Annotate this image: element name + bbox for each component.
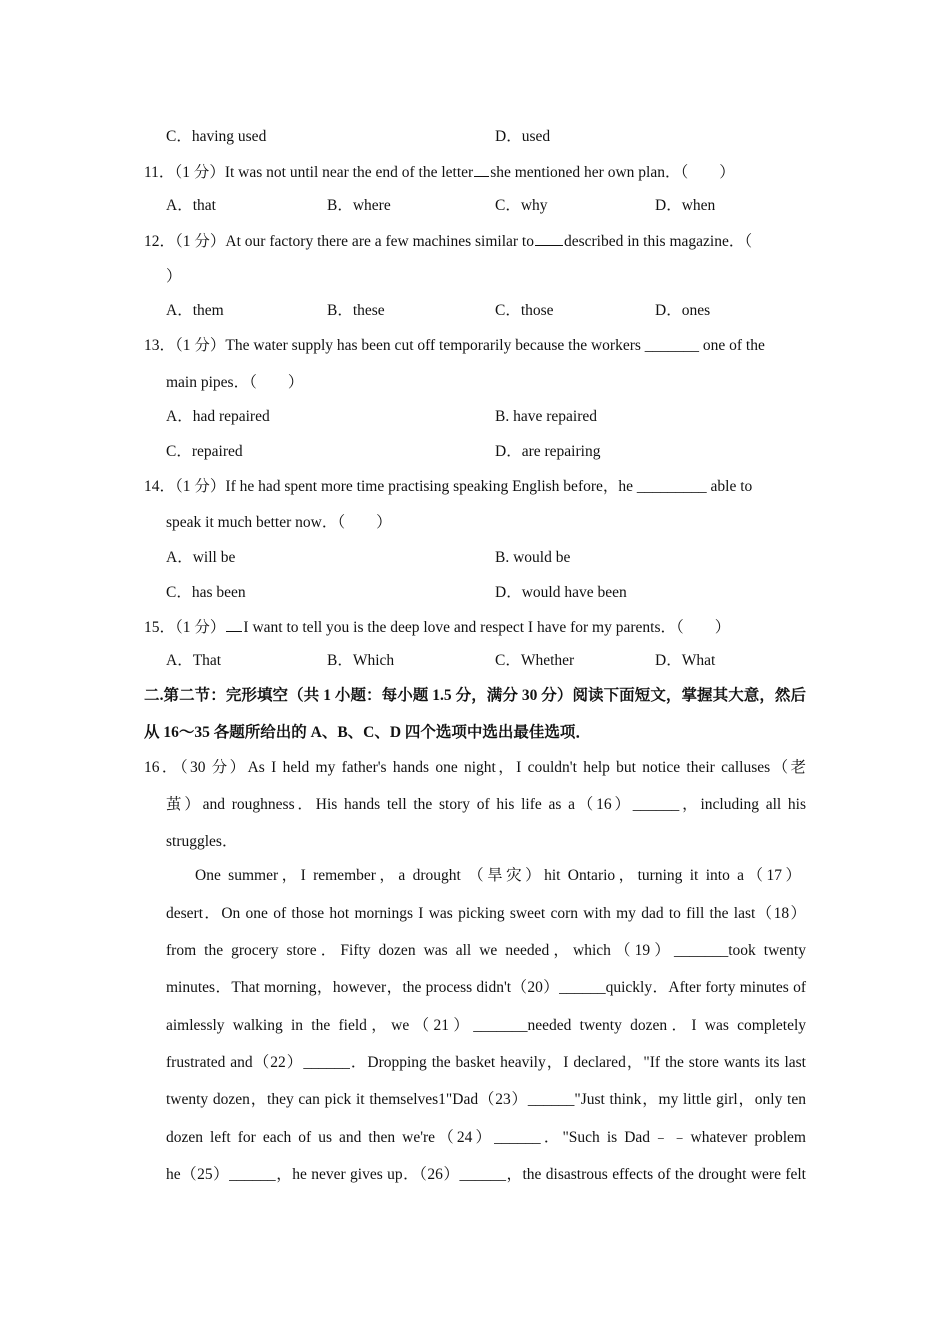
question-number: 15． xyxy=(144,619,176,636)
option-text: have repaired xyxy=(509,408,597,425)
q11-option-c[interactable] xyxy=(495,196,548,216)
stem-text: If he had spent more time practising speaking English before，he _________ able to xyxy=(225,478,753,495)
section-heading-line2: 从 16～35 各题所给出的 A、B、C、D 四个选项中选出最佳选项． xyxy=(144,724,591,741)
q16-passage-line: 茧）and roughness．His hands tell the story of his life as a（16）______，including all his xyxy=(166,796,806,813)
passage-text: As I held my father's hands one night，I couldn't help but notice their calluses（老 xyxy=(247,759,806,776)
option-text: ones xyxy=(681,302,711,319)
option-letter: D． xyxy=(495,443,522,460)
option-letter: C． xyxy=(166,443,192,460)
option-text: What xyxy=(681,652,716,669)
q12-option-a[interactable] xyxy=(166,301,224,321)
q14-option-c[interactable] xyxy=(166,583,246,603)
option-letter: B. xyxy=(495,549,510,566)
option-letter: C． xyxy=(495,302,521,319)
question-number: 11． xyxy=(144,164,175,181)
option-text: would have been xyxy=(521,584,627,601)
q16-passage-line: struggles． xyxy=(166,833,238,850)
q11-option-a[interactable] xyxy=(166,196,216,216)
question-number: 12． xyxy=(144,233,176,250)
option-letter: C． xyxy=(495,197,521,214)
q10-option-c[interactable] xyxy=(166,127,266,147)
stem-text: It was not until near the end of the letter xyxy=(224,164,474,181)
option-letter: D． xyxy=(655,197,682,214)
option-text: used xyxy=(521,128,551,145)
answer-blank[interactable] xyxy=(474,162,489,177)
option-text: Which xyxy=(352,652,395,669)
q16-passage-line: he（25）______，he never gives up．（26）______，the disastrous effects of the drought were felt xyxy=(166,1166,806,1183)
option-text: will be xyxy=(192,549,236,566)
stem-text: I want to tell you is the deep love and respect I have for my parents．（ ） xyxy=(243,619,731,636)
q15-stem xyxy=(144,617,730,638)
question-number: 16． xyxy=(144,759,180,776)
q16-passage-line: aimlessly walking in the field，we（21）_______needed twenty dozen．I was completely xyxy=(166,1017,806,1034)
option-text: had repaired xyxy=(192,408,270,425)
stem-text: she mentioned her own plan．（ ） xyxy=(490,164,735,181)
q15-option-d[interactable] xyxy=(655,651,715,671)
option-letter: D． xyxy=(495,584,522,601)
option-text: has been xyxy=(191,584,246,601)
q16-passage-line: minutes．That morning，however，the process didn't（20）______quickly．After forty minutes of xyxy=(166,979,806,996)
option-letter: C． xyxy=(166,128,192,145)
option-text: would be xyxy=(509,549,571,566)
q14-option-a[interactable] xyxy=(166,548,235,568)
q16-passage-line: dozen left for each of us and then we're（24）______．"Such is Dad﹣﹣whatever problem xyxy=(166,1129,806,1146)
q11-option-d[interactable] xyxy=(655,196,715,216)
option-letter: A． xyxy=(166,408,193,425)
q13-option-a[interactable] xyxy=(166,407,270,427)
q16-passage-line: One summer，I remember，a drought （旱灾）hit Ontario，turning it into a（17） xyxy=(195,867,801,884)
option-text: Whether xyxy=(520,652,575,669)
option-text: are repairing xyxy=(521,443,601,460)
q12-option-b[interactable] xyxy=(327,301,385,321)
q16-passage-line: frustrated and（22）______．Dropping the basket heavily，I declared，"If the store wants its last xyxy=(166,1054,806,1071)
q14-stem xyxy=(144,477,752,497)
option-text: where xyxy=(352,197,391,214)
option-text: these xyxy=(352,302,385,319)
q13-stem-line2: main pipes．（ ） xyxy=(166,374,304,391)
q12-option-c[interactable] xyxy=(495,301,554,321)
q12-stem xyxy=(144,231,752,252)
q12-stem-tail: ） xyxy=(166,268,182,285)
stem-text: The water supply has been cut off temporarily because the workers _______ one of the xyxy=(225,337,765,354)
question-score: （30 分） xyxy=(179,759,248,776)
option-letter: A． xyxy=(166,549,193,566)
q13-option-c[interactable] xyxy=(166,442,243,462)
question-number: 14． xyxy=(144,478,176,495)
option-text: that xyxy=(192,197,216,214)
option-letter: B． xyxy=(327,302,353,319)
option-letter: D． xyxy=(495,128,522,145)
stem-text: At our factory there are a few machines similar to xyxy=(225,233,534,250)
option-letter: D． xyxy=(655,652,682,669)
option-text: them xyxy=(192,302,224,319)
question-score: （1 分） xyxy=(175,337,226,354)
option-text: why xyxy=(520,197,548,214)
q14-option-b[interactable] xyxy=(495,548,570,568)
q13-option-b[interactable] xyxy=(495,407,597,427)
option-text: repaired xyxy=(191,443,243,460)
answer-blank[interactable] xyxy=(535,231,563,246)
q12-option-d[interactable] xyxy=(655,301,710,321)
q13-stem xyxy=(144,336,765,356)
q10-option-d[interactable] xyxy=(495,127,550,147)
question-score: （1 分） xyxy=(174,164,225,181)
option-letter: A． xyxy=(166,302,193,319)
q11-option-b[interactable] xyxy=(327,196,391,216)
option-text: That xyxy=(192,652,222,669)
q16-passage-line xyxy=(144,758,806,778)
section-heading-line1: 二.第二节：完形填空（共 1 小题：每小题 1.5 分，满分 30 分）阅读下面短文，掌握其大意，然后 xyxy=(144,687,806,704)
option-letter: C． xyxy=(495,652,521,669)
q14-stem-line2: speak it much better now．（ ） xyxy=(166,514,392,531)
option-letter: A． xyxy=(166,652,193,669)
question-score: （1 分） xyxy=(175,619,226,636)
option-text: having used xyxy=(191,128,267,145)
option-text: when xyxy=(681,197,716,214)
question-score: （1 分） xyxy=(175,478,226,495)
q15-option-a[interactable] xyxy=(166,651,221,671)
question-score: （1 分） xyxy=(175,233,226,250)
option-letter: C． xyxy=(166,584,192,601)
q14-option-d[interactable] xyxy=(495,583,627,603)
option-letter: B． xyxy=(327,652,353,669)
option-letter: A． xyxy=(166,197,193,214)
q16-passage-line: from the grocery store．Fifty dozen was all we needed，which（19）_______took twenty xyxy=(166,942,806,959)
answer-blank[interactable] xyxy=(226,617,242,632)
option-letter: B． xyxy=(327,197,353,214)
option-text: those xyxy=(520,302,554,319)
q16-passage-line: twenty dozen，they can pick it themselves1"Dad（23）______"Just think，my little girl，only ten xyxy=(166,1091,806,1108)
option-letter: B. xyxy=(495,408,510,425)
q16-passage-line: desert．On one of those hot mornings I was picking sweet corn with my dad to fill the last（18） xyxy=(166,905,806,922)
stem-text: described in this magazine．（ xyxy=(563,233,753,250)
option-letter: D． xyxy=(655,302,682,319)
question-number: 13． xyxy=(144,337,176,354)
q13-option-d[interactable] xyxy=(495,442,600,462)
q15-option-b[interactable] xyxy=(327,651,394,671)
q15-option-c[interactable] xyxy=(495,651,574,671)
q11-stem xyxy=(144,162,735,183)
